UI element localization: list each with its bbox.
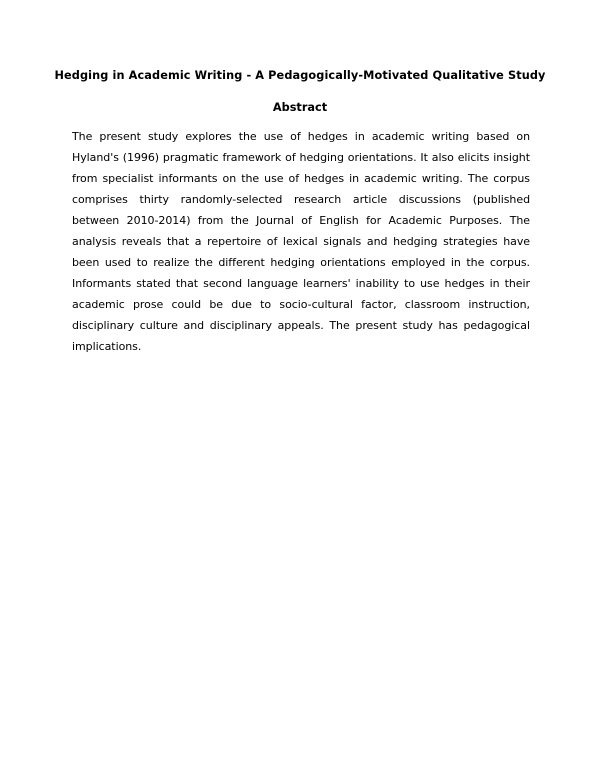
abstract-body: The present study explores the use of hedges in academic writing based on Hyland's (1996) pragmatic framework of hedging orientations. It also elicits insight from specialist informants on the use of hedges in academic writing. The corpus comprises thirty randomly-selected research article discussions (published between 2010-2014) from the Journal of English for Academic Purposes. The analysis reveals that a repertoire of lexical signals and hedging strategies have been used to realize the different hedging orientations employed in the corpus. Informants stated that second language learners' inability to use hedges in their academic prose could be due to socio-cultural factor, classroom instruction, disciplinary culture and disciplinary appeals. The present study has pedagogical implications. [72, 130, 530, 353]
abstract-heading: Abstract [272, 101, 328, 114]
paper-title: Hedging in Academic Writing - A Pedagogically-Motivated Qualitative Study [54, 69, 546, 82]
